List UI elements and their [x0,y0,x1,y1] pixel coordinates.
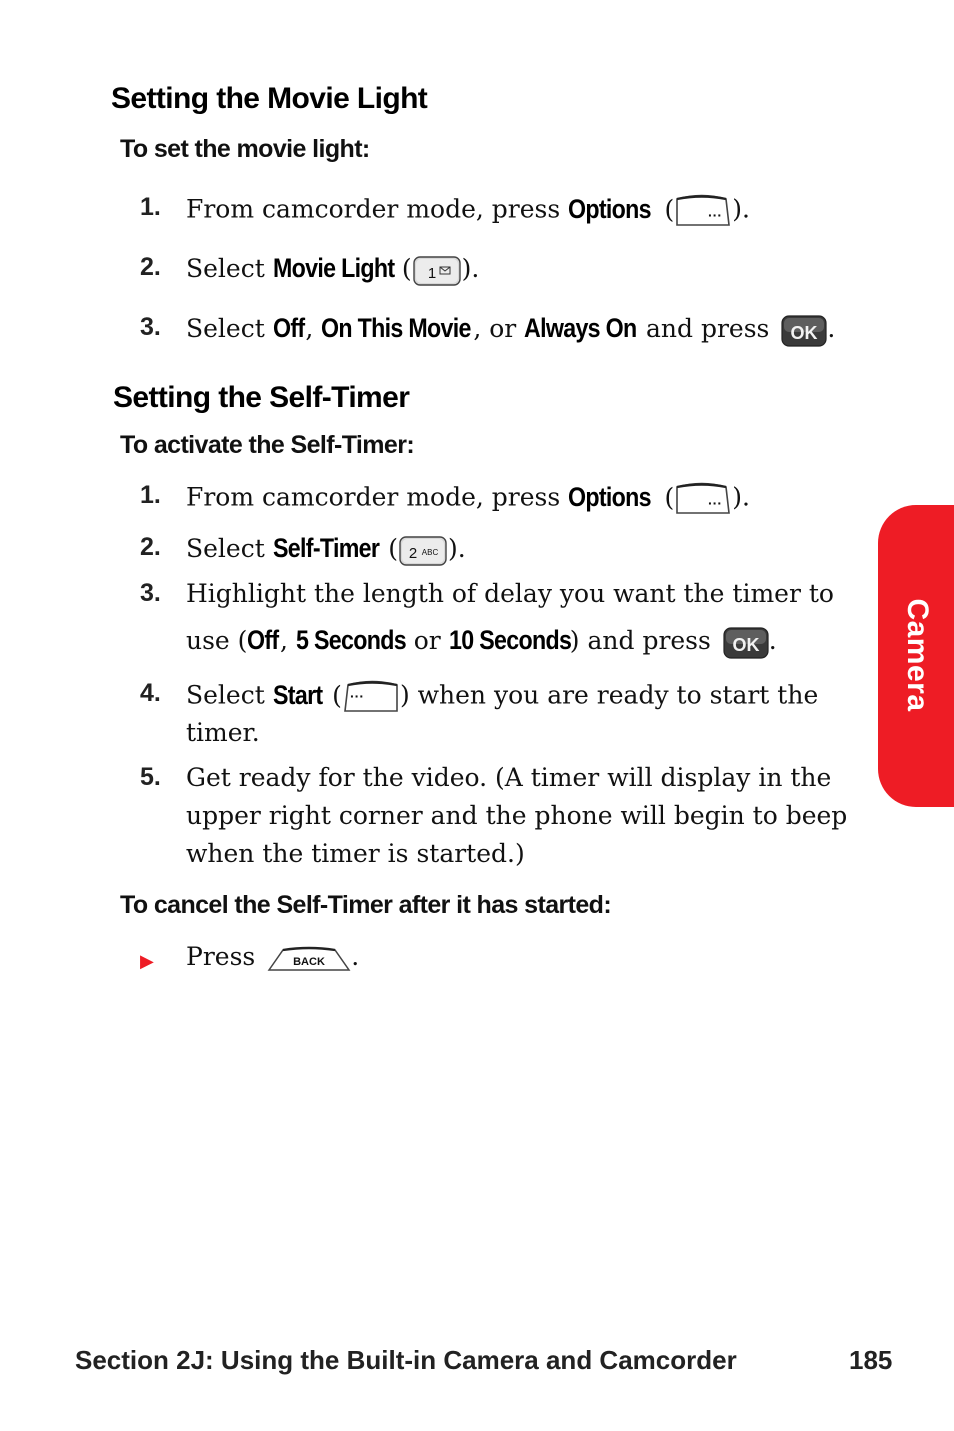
command-on-this-movie: On This Movie [321,313,471,343]
step-text-pre: Press [186,942,264,971]
bullet-arrow-icon: ▶ [140,951,154,972]
step-text [186,481,750,517]
step-text-pre: Select [186,254,273,283]
key-2-digit: 2 [408,544,418,562]
command-off: Off [272,313,305,343]
separator: , or [473,314,525,343]
key-1-digit: 1 [427,264,436,282]
ok-label: OK [732,634,760,655]
ok-key-icon [723,627,769,659]
step-text [186,533,466,567]
step-text-line: upper right corner and the phone will begin to beep [186,801,848,830]
step-text [186,625,777,659]
paren-open: ( [324,680,342,710]
page-number: 185 [849,1345,893,1375]
separator: , [280,626,296,655]
step-end: . [768,626,777,655]
step-number: 1. [140,193,161,221]
step-end: . [827,314,836,343]
separator: or [405,626,449,655]
footer-section-title: Section 2J: Using the Built-in Camera and Camcorder [75,1345,737,1375]
paren-close: ). [447,534,466,563]
key-2-icon [398,535,448,567]
step-text [186,942,359,972]
paren-open: ( [656,194,675,224]
paren-open: ( [380,534,398,563]
key-1-icon [412,255,462,287]
command-always-on: Always On [524,313,637,343]
step-number: 3. [140,579,161,607]
step-text-line: Highlight the length of delay you want the timer to [186,579,834,608]
ok-label: OK [790,322,818,343]
step-number: 4. [140,679,161,707]
section-heading-self-timer: Setting the Self-Timer [113,381,410,414]
step-number: 1. [140,481,161,509]
paren-close: ). [732,482,750,512]
command-movie-light: Movie Light [272,253,395,283]
command-start: Start [272,679,323,710]
step-text-pre: Select [186,534,273,563]
back-key-icon [267,946,351,972]
command-options: Options [568,193,652,224]
step-text-post: ) when you are ready to start the [399,680,819,710]
step-text-pre: use ( [186,626,248,655]
menu-key-icon [674,481,732,517]
subheading-activate-self-timer: To activate the Self-Timer: [120,431,415,459]
step-text-pre: From camcorder mode, press [186,194,569,224]
key-2-letters: ABC [421,547,439,557]
step-text [186,313,835,347]
paren-close: ). [732,194,750,224]
ok-key-icon [781,315,827,347]
command-10-seconds: 10 Seconds [448,625,571,655]
menu-dots: ··· [708,495,723,511]
command-off: Off [247,625,279,655]
step-text [186,193,750,229]
step-number: 2. [140,253,161,281]
separator: , [305,314,322,343]
subheading-cancel-self-timer: To cancel the Self-Timer after it has started: [120,891,612,919]
command-options: Options [568,481,652,512]
step-number: 3. [140,313,161,341]
step-number: 5. [140,763,161,791]
step-text-pre: From camcorder mode, press [186,482,569,512]
menu-dots: ··· [349,688,364,704]
back-label: BACK [293,955,326,968]
step-text [186,253,479,287]
menu-dots: ··· [708,207,723,223]
paren-open: ( [393,254,412,283]
step-text-post: ) and press [569,626,719,655]
command-self-timer: Self-Timer [272,533,379,563]
menu-key-left-icon [342,679,400,715]
step-number: 2. [140,533,161,561]
step-text-line: Get ready for the video. (A timer will display in the [186,763,832,792]
paren-open: ( [656,482,675,512]
subheading-set-movie-light: To set the movie light: [120,135,370,163]
step-text-line: when the timer is started.) [186,839,525,868]
section-tab-label: Camera [901,598,934,712]
command-5-seconds: 5 Seconds [295,625,406,655]
menu-key-icon [674,193,732,229]
step-text [186,679,818,715]
step-end: . [351,942,360,971]
section-heading-movie-light: Setting the Movie Light [111,82,428,115]
step-text-post: and press [638,314,778,343]
step-text-line: timer. [186,718,260,747]
step-text-pre: Select [186,314,273,343]
paren-close: ). [461,254,480,283]
step-text-pre: Select [186,680,273,710]
